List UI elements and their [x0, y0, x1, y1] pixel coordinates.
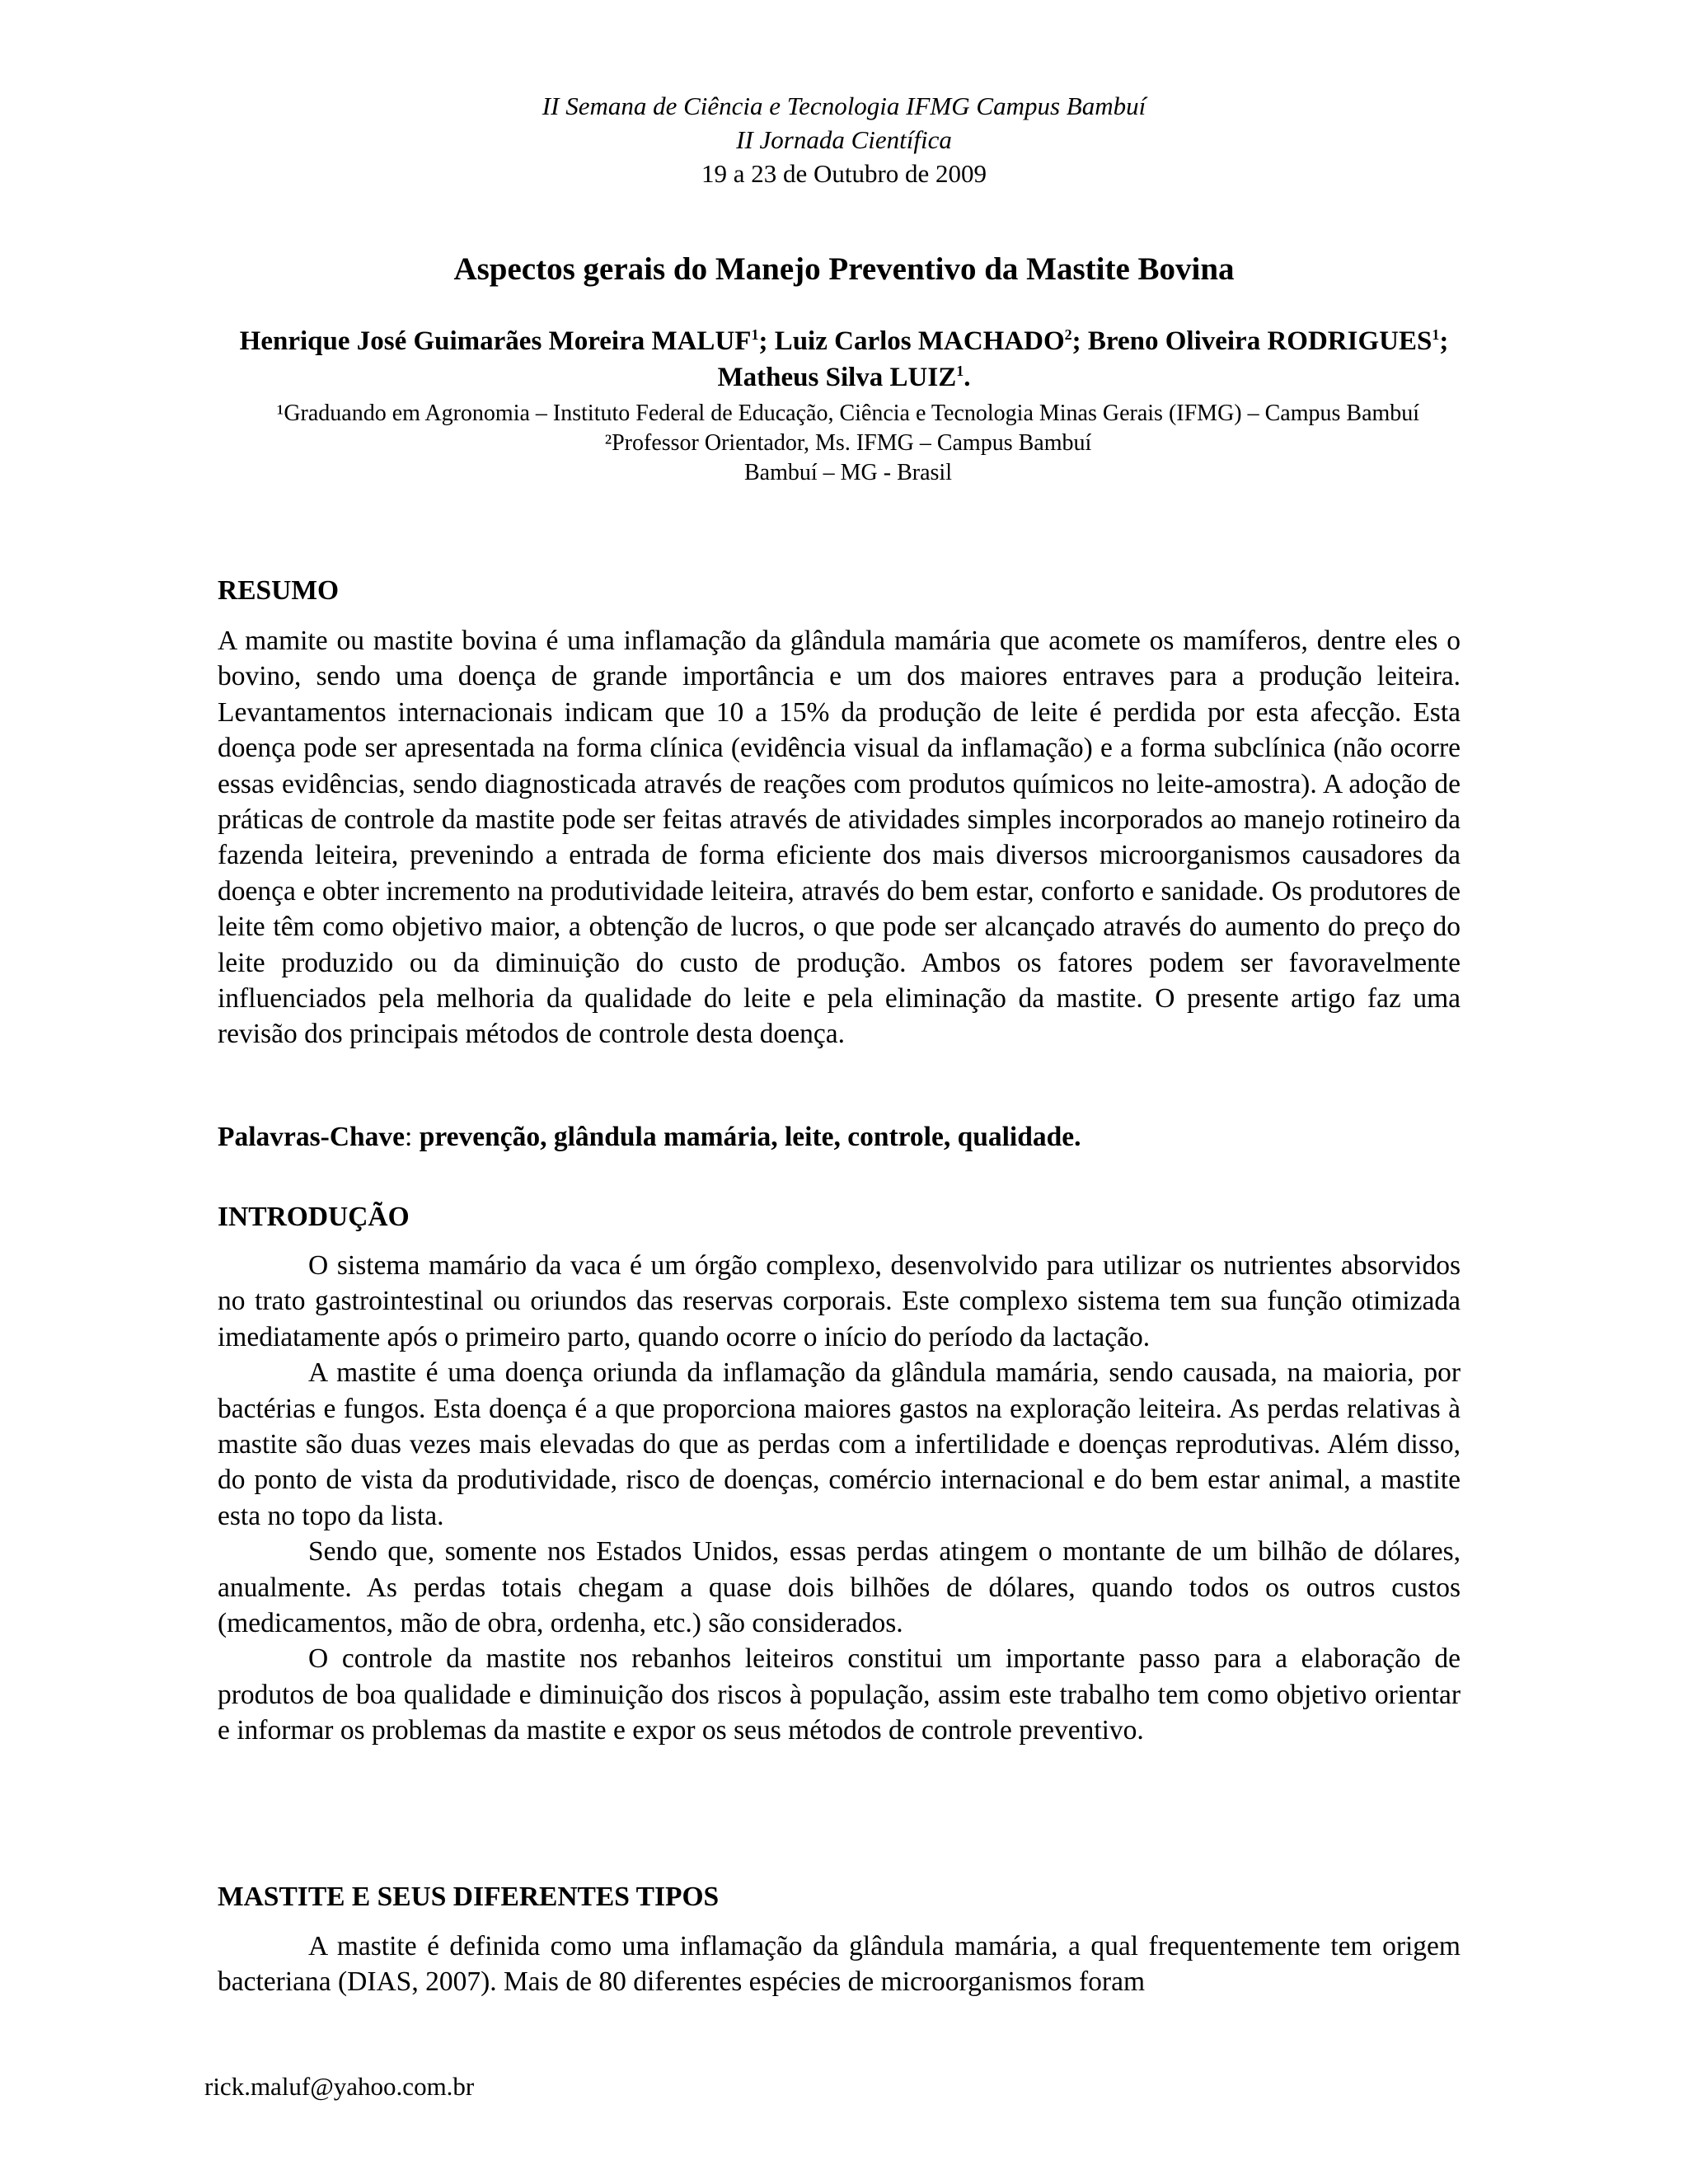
affiliation-mark: 1 [956, 363, 964, 379]
author-separator: ; [758, 326, 775, 356]
affiliation-2: ²Professor Orientador, Ms. IFMG – Campus Bambuí [604, 430, 1092, 456]
introducao-section [218, 1248, 1461, 1749]
keywords-values: prevenção, glândula mamária, leite, controle, qualidade. [419, 1122, 1081, 1152]
author-list-end: . [964, 363, 971, 392]
conference-header [0, 89, 1688, 190]
affiliation-mark: 1 [1432, 326, 1440, 343]
resumo-section [218, 623, 1461, 1052]
resumo-text: A mamite ou mastite bovina é uma inflamação da glândula mamária que acomete os mamíferos, dentre eles o bovino, sendo uma doença de grande importância e um dos maiores entraves para a produção leiteira. Levantamentos internacionais indicam que 10 a 15% da produção de leite é perdida por esta afecção. Esta doença pode ser apresentada na forma clínica (evidência visual da inflamação) e a forma subclínica (não ocorre essas evidências, sendo diagnosticada através de reações com produtos químicos no leite-amostra). A adoção de práticas de controle da mastite pode ser feitas através de atividades simples incorporados ao manejo rotineiro da fazenda leiteira, prevenindo a entrada de forma eficiente dos mais diversos microorganismos causadores da doença e obter incremento na produtividade leiteira, através do bem estar, conforto e sanidade. Os produtores de leite têm como objetivo maior, a obtenção de lucros, o que pode ser alcançado através do aumento do preço do leite produzido ou da diminuição do custo de produção. Ambos os fatores podem ser favoravelmente influenciados pela melhoria da qualidade do leite e pela eliminação da mastite. O presente artigo faz uma revisão dos principais métodos de controle desta doença. [218, 626, 1461, 1050]
keywords-label: Palavras-Chave [218, 1122, 406, 1152]
resumo-heading: RESUMO [218, 575, 340, 606]
paragraph: A mastite é definida como uma inflamação da glândula mamária, a qual frequentemente tem origem bacteriana (DIAS, 2007). Mais de 80 diferentes espécies de microorganismos foram [218, 1931, 1461, 1998]
footnote-email: rick.maluf@yahoo.com.br [204, 2072, 475, 2101]
conference-name: II Semana de Ciência e Tecnologia IFMG Campus Bambuí [542, 91, 1146, 120]
paragraph: O sistema mamário da vaca é um órgão complexo, desenvolvido para utilizar os nutrientes absorvidos no trato gastrointestinal ou oriundos das reservas corporais. Este complexo sistema tem sua função otimizada imediatamente após o primeiro parto, quando ocorre o início do período da lactação. [218, 1250, 1461, 1352]
keywords-colon: : [405, 1122, 420, 1152]
introducao-heading: INTRODUÇÃO [218, 1202, 410, 1232]
journey-name: II Jornada Científica [736, 125, 952, 154]
author-name: Breno Oliveira RODRIGUES [1087, 326, 1432, 356]
mastite-tipos-heading: MASTITE E SEUS DIFERENTES TIPOS [218, 1882, 720, 1912]
paragraph: O controle da mastite nos rebanhos leiteiros constitui um importante passo para a elaboração de produtos de boa qualidade e diminuição dos riscos à população, assim este trabalho tem como objetivo orientar e informar os problemas da mastite e expor os seus métodos de controle preventivo. [218, 1643, 1461, 1746]
affiliation-mark: 2 [1064, 326, 1072, 343]
affiliation-1: ¹Graduando em Agronomia – Instituto Federal de Educação, Ciência e Tecnologia Minas Gerais (IFMG) – Campus Bambuí [276, 401, 1420, 426]
author-separator: ; [1439, 326, 1449, 356]
author-separator: ; [1071, 326, 1088, 356]
paper-title: Aspectos gerais do Manejo Preventivo da Mastite Bovina [453, 251, 1235, 287]
author-list [214, 323, 1474, 396]
paragraph: A mastite é uma doença oriunda da inflamação da glândula mamária, sendo causada, na maioria, por bactérias e fungos. Esta doença é a que proporciona maiores gastos na exploração leiteira. As perdas relativas à mastite são duas vezes mais elevadas do que as perdas com a infertilidade e doenças reprodutivas. Além disso, do ponto de vista da produtividade, risco de doenças, comércio internacional e do bem estar animal, a mastite esta no topo da lista. [218, 1357, 1461, 1531]
keywords [218, 1119, 1461, 1155]
affiliation-location: Bambuí – MG - Brasil [744, 460, 952, 485]
conference-dates: 19 a 23 de Outubro de 2009 [701, 159, 987, 188]
affiliations [247, 399, 1449, 488]
affiliation-mark: 1 [751, 326, 759, 343]
mastite-tipos-section [218, 1929, 1461, 2000]
author-name: Matheus Silva LUIZ [717, 363, 957, 392]
paragraph: Sendo que, somente nos Estados Unidos, essas perdas atingem o montante de um bilhão de dólares, anualmente. As perdas totais chegam a quase dois bilhões de dólares, quando todos os outros custos (medicamentos, mão de obra, ordenha, etc.) são considerados. [218, 1536, 1461, 1639]
author-name: Henrique José Guimarães Moreira MALUF [239, 326, 752, 356]
author-name: Luiz Carlos MACHADO [774, 326, 1065, 356]
